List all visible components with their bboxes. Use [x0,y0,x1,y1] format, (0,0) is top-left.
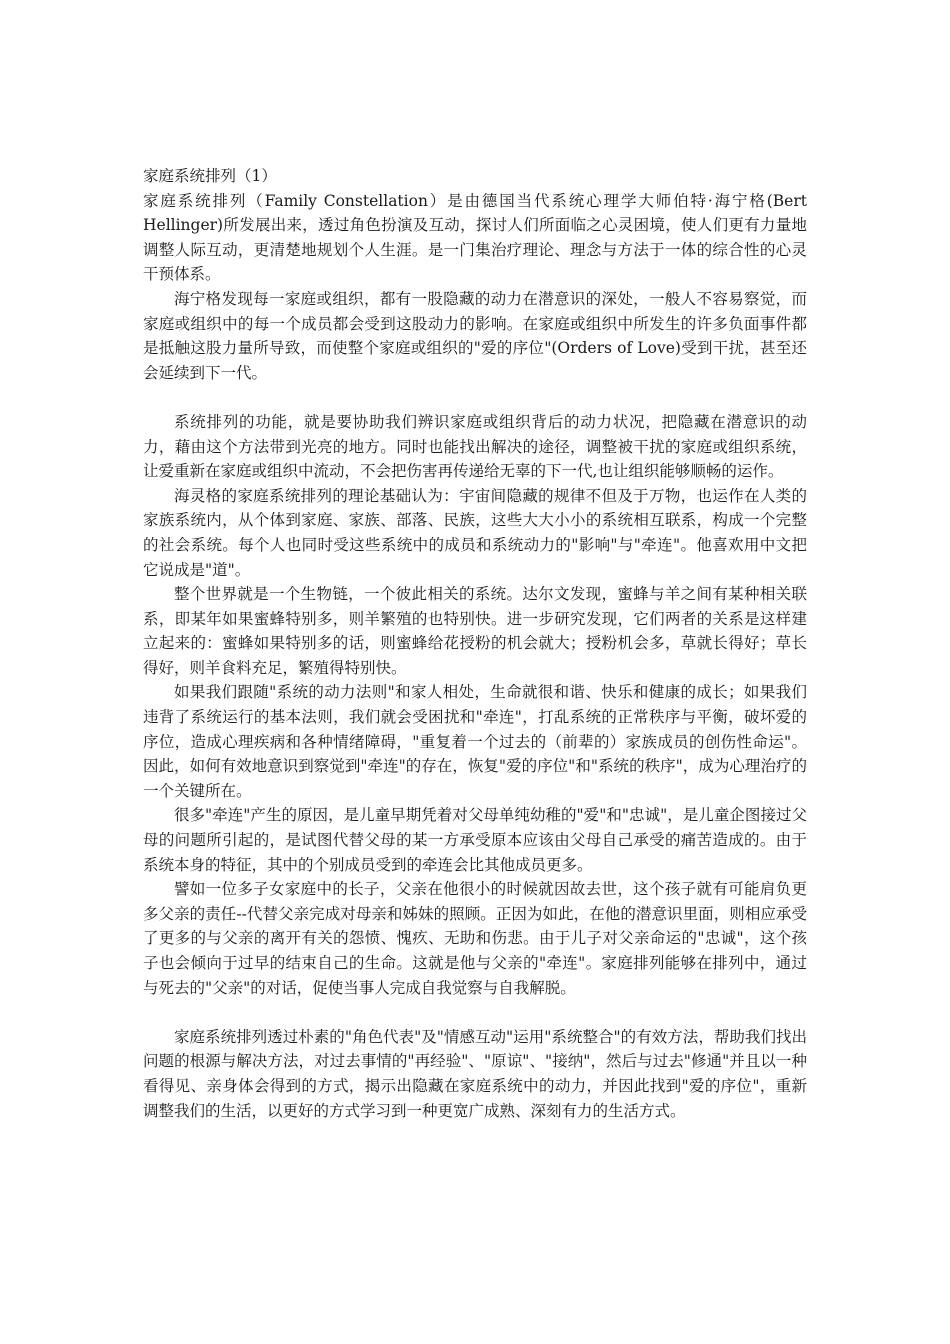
paragraph-theory: 海灵格的家庭系统排列的理论基础认为：宇宙间隐藏的规律不但及于万物，也运作在人类的家族系统内，从个体到家庭、家族、部落、民族，这些大大小小的系统相互联系，构成一个完整的社会系统。每个人也同时受这些系统中的成员和系统动力的"影响"与"牵连"。他喜欢用中文把它说成是"道"。 [143,486,807,579]
paragraph-method-summary: 家庭系统排列透过朴素的"角色代表"及"情感互动"运用"系统整合"的有效方法，帮助我们找出问题的根源与解决方法，对过去事情的"再经验"、"原谅"、"接纳"，然后与过去"修通"并且以一种看得见、亲身体会得到的方式，揭示出隐藏在家庭系统中的动力，并因此找到"爱的序位"，重新调整我们的生活，以更好的方式学习到一种更宽广成熟、深刻有力的生活方式。 [143,1027,807,1120]
paragraph-entanglement-causes: 很多"牵连"产生的原因，是儿童早期凭着对父母单纯幼稚的"爱"和"忠诚"，是儿童企图接过父母的问题所引起的，是试图代替父母的某一方承受原本应该由父母自己承受的痛苦造成的。由于系统本身的特征，其中的个别成员受到的牵连会比其他成员更多。 [143,806,807,874]
paragraph-intro: 家庭系统排列（Family Constellation）是由德国当代系统心理学大师伯特·海宁格(Bert Hellinger)所发展出来，透过角色扮演及互动，探讨人们所面临之心灵困境，使人们更有力量地调整人际互动，更清楚地规划个人生涯。是一门集治疗理论、理念与方法于一体的综合性的心灵干预体系。 [143,191,807,284]
document-page [143,164,807,1123]
paragraph-spacer [143,1000,807,1025]
paragraph-eldest-son-example: 譬如一位多子女家庭中的长子，父亲在他很小的时候就因故去世，这个孩子就有可能肩负更多父亲的责任--代替父亲完成对母亲和姊妹的照顾。正因为如此，在他的潜意识里面，则相应承受了更多的与父亲的离开有关的怨愤、愧疚、无助和伤悲。由于儿子对父亲命运的"忠诚"，这个孩子也会倾向于过早的结束自己的生命。这就是他与父亲的"牵连"。家庭排列能够在排列中，通过与死去的"父亲"的对话，促使当事人完成自我觉察与自我解脱。 [143,880,807,997]
paragraph-hidden-dynamics: 海宁格发现每一家庭或组织，都有一股隐藏的动力在潜意识的深处，一般人不容易察觉，而家庭或组织中的每一个成员都会受到这股动力的影响。在家庭或组织中所发生的许多负面事件都是抵触这股力量所导致，而使整个家庭或组织的"爱的序位"(Orders of Love)受到干扰，甚至还会延续到下一代。 [143,289,807,382]
document-title: 家庭系统排列（1） [143,167,277,185]
paragraph-biological-chain: 整个世界就是一个生物链，一个彼此相关的系统。达尔文发现，蜜蜂与羊之间有某种相关联系，即某年如果蜜蜂特别多，则羊繁殖的也特别快。进一步研究发现，它们两者的关系是这样建立起来的：蜜蜂如果特别多的话，则蜜蜂给花授粉的机会就大；授粉机会多，草就长得好；草长得好，则羊食料充足，繁殖得特别快。 [143,585,807,677]
paragraph-system-laws: 如果我们跟随"系统的动力法则"和家人相处，生命就很和谐、快乐和健康的成长；如果我们违背了系统运行的基本法则，我们就会受困扰和"牵连"，打乱系统的正常秩序与平衡，破坏爱的序位，造成心理疾病和各种情绪障碍，"重复着一个过去的（前辈的）家族成员的创伤性命运"。因此，如何有效地意识到察觉到"牵连"的存在，恢复"爱的序位"和"系统的秩序"，成为心理治疗的一个关键所在。 [143,683,807,800]
paragraph-spacer [143,385,807,410]
paragraph-function: 系统排列的功能，就是要协助我们辨识家庭或组织背后的动力状况，把隐藏在潜意识的动力，藉由这个方法带到光亮的地方。同时也能找出解决的途径，调整被干扰的家庭或组织系统，让爱重新在家庭或组织中流动，不会把伤害再传递给无辜的下一代,也让组织能够顺畅的运作。 [143,412,807,481]
